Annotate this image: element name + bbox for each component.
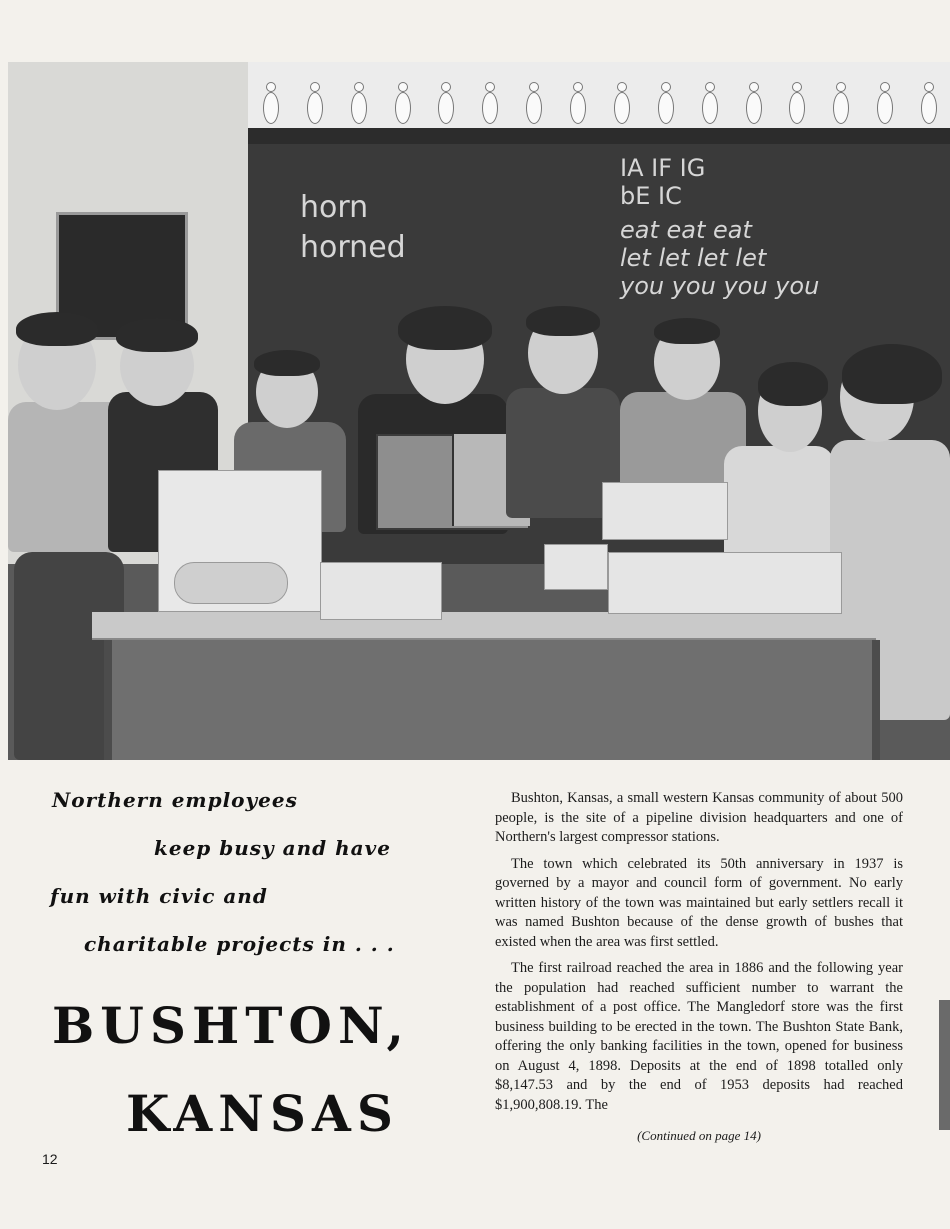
snowman-cutout (877, 74, 891, 124)
classroom-photo (8, 62, 950, 760)
chalk-letters: bE IC (620, 182, 682, 210)
snowman-cutout (263, 74, 277, 124)
chalk-words-left (300, 188, 406, 268)
desk-papers (608, 552, 842, 614)
chalk-word: horn (300, 190, 369, 225)
continued-note: (Continued on page 14) (637, 1128, 761, 1143)
chalk-script: you you you you (620, 272, 820, 300)
snowman-cutout (395, 74, 409, 124)
snowman-cutout (482, 74, 496, 124)
snowman-cutout (833, 74, 847, 124)
article-paragraph: Bushton, Kansas, a small western Kansas community of about 500 people, is the site of a pipeline division headquarters and one of Northern's largest compressor stations. (495, 790, 903, 845)
chalk-script: eat eat eat (620, 216, 752, 244)
snowman-border (248, 62, 950, 128)
article-body (495, 789, 903, 1122)
article-paragraph: The town which celebrated its 50th anniversary in 1937 is governed by a mayor and council form of government. No early written history of the town was maintained but early settlers recall it was named Bushton because of the dense growth of bushes that existed when the area was first settled. (495, 855, 903, 950)
title-bushton: BUSHTON, (52, 996, 410, 1055)
snowman-cutout (746, 74, 760, 124)
snowman-cutout (438, 74, 452, 124)
desk-papers (602, 482, 728, 540)
teacher-desk-top (92, 612, 876, 640)
snowman-cutout (307, 74, 321, 124)
snowman-cutout (570, 74, 584, 124)
snowman-cutout (351, 74, 365, 124)
page-number: 12 (42, 1151, 58, 1167)
desk-papers (544, 544, 608, 590)
title-kansas: KANSAS (126, 1084, 399, 1143)
article-paragraph: The first railroad reached the area in 1886 and the following year the population had reached sufficient number to warrant the establishment of a post office. The Mangledorf store was the first business building to be erected in the town. The Bushton State Bank, offering the only banking facilities in the town, opened for business on August 4, 1898. Deposits at the end of 1898 totalled only $8,147.53 and by the end of 1953 deposits had reached $1,900,808.19. The (495, 960, 903, 1113)
snowman-cutout (526, 74, 540, 124)
chalk-script: let let let let (620, 244, 767, 272)
chalk-words-right (620, 154, 819, 300)
headline-line-2: keep busy and have (154, 836, 391, 860)
snowman-cutout (921, 74, 935, 124)
headline-line-3: fun with civic and (50, 884, 268, 908)
headline-line-1: Northern employees (52, 788, 298, 812)
snowman-cutout (789, 74, 803, 124)
snowman-cutout (702, 74, 716, 124)
page-edge-binding (939, 1000, 950, 1130)
snowman-cutout (658, 74, 672, 124)
tape-dispenser (174, 562, 288, 604)
teacher-desk-front (104, 640, 880, 760)
headline-line-4: charitable projects in . . . (84, 932, 395, 956)
desk-papers (320, 562, 442, 620)
chalk-word: horned (300, 230, 406, 265)
chalk-letters: IA IF IG (620, 154, 706, 182)
snowman-cutout (614, 74, 628, 124)
